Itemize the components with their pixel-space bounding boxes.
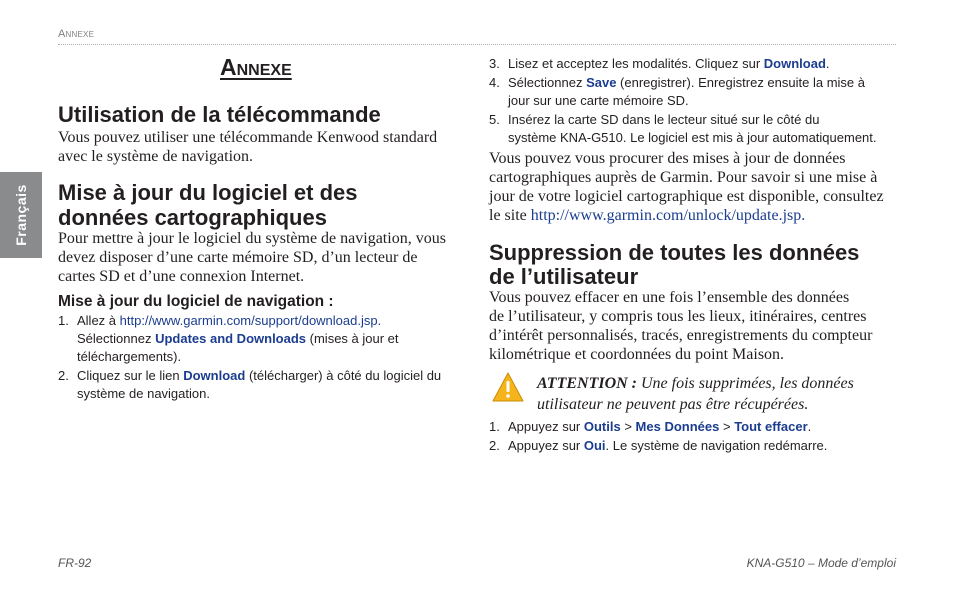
keyword-updates-downloads: Updates and Downloads xyxy=(155,331,307,346)
heading-software-update-line2: données cartographiques xyxy=(58,205,327,230)
step-text: (enregistrer). Enregistrez ensuite la mise à xyxy=(616,75,865,90)
list-item-step-2 xyxy=(58,367,468,403)
step-text: système de navigation. xyxy=(77,386,210,401)
keyword-mes-donnees: Mes Données xyxy=(635,419,720,434)
keyword-oui: Oui xyxy=(583,438,606,453)
step-number: 2. xyxy=(58,368,69,383)
heading-remote-control: Utilisation de la télécommande xyxy=(58,102,381,127)
step-number: 3. xyxy=(489,56,500,71)
language-tab xyxy=(0,172,42,258)
paragraph-delete-line2: de l’utilisateur, y compris tous les lieux, itinéraires, centres xyxy=(489,308,867,325)
attention-label: ATTENTION : xyxy=(537,375,637,392)
paragraph-map-update-line4 xyxy=(489,206,805,226)
step-text: (télécharger) à côté du logiciel du xyxy=(245,368,442,383)
step-text: . xyxy=(825,56,830,71)
keyword-tout-effacer: Tout effacer xyxy=(734,419,808,434)
subheading-software-update: Mise à jour du logiciel de navigation : xyxy=(58,293,334,310)
paragraph-delete-line4: kilométrique et coordonnées du point Maison. xyxy=(489,346,785,363)
heading-software-update-line1: Mise à jour du logiciel et des xyxy=(58,180,358,205)
step-text: Sélectionnez xyxy=(508,75,587,90)
step-text: . xyxy=(807,419,812,434)
paragraph-remote-line1: Vous pouvez utiliser une télécommande Kenwood standard xyxy=(58,129,438,146)
heading-delete-data-line2: de l’utilisateur xyxy=(489,264,639,289)
step-text: Cliquez sur le lien xyxy=(77,368,184,383)
paragraph-map-update-line2: cartographiques auprès de Garmin. Pour savoir si une mise à xyxy=(489,169,878,186)
step-number: 1. xyxy=(489,419,500,434)
step-number: 5. xyxy=(489,112,500,127)
download-link[interactable]: http://www.garmin.com/support/download.jsp. xyxy=(119,313,382,328)
list-item-delete-step-1 xyxy=(489,418,899,436)
step-text: Lisez et acceptez les modalités. Cliquez sur xyxy=(508,56,764,71)
list-item-step-1 xyxy=(58,312,468,366)
paragraph-map-update-line1: Vous pouvez vous procurer des mises à jour de données xyxy=(489,150,846,167)
paragraph-map-update-line3: jour de votre logiciel cartographique est disponible, consultez xyxy=(489,188,884,205)
step-separator: > xyxy=(620,419,636,434)
attention-text: Une fois supprimées, les données xyxy=(637,375,854,392)
paragraph-text: le site xyxy=(489,207,531,224)
section-title: Annexe xyxy=(220,54,292,80)
header-divider xyxy=(58,44,896,45)
step-text: téléchargements). xyxy=(77,349,182,364)
unlock-update-link[interactable]: http://www.garmin.com/unlock/update.jsp. xyxy=(530,207,806,224)
step-separator: > xyxy=(719,419,735,434)
paragraph-update-line3: cartes SD et d’une connexion Internet. xyxy=(58,268,305,285)
paragraph-update-line1: Pour mettre à jour le logiciel du système de navigation, vous xyxy=(58,230,446,247)
list-item-step-5 xyxy=(489,111,909,147)
step-text: système KNA-G510. Le logiciel est mis à jour automatiquement. xyxy=(508,130,877,145)
language-tab-label: Français xyxy=(13,184,29,246)
paragraph-update-line2: devez disposer d’une carte mémoire SD, d’un lecteur de xyxy=(58,249,418,266)
keyword-download: Download xyxy=(183,368,246,383)
heading-delete-data-line1: Suppression de toutes les données xyxy=(489,240,860,265)
step-text: jour sur une carte mémoire SD. xyxy=(508,93,689,108)
list-item-step-3 xyxy=(489,55,899,73)
list-item-delete-step-2 xyxy=(489,437,899,455)
paragraph-delete-line3: d’intérêt personnalisés, tracés, enregistrements du compteur xyxy=(489,327,873,344)
step-number: 4. xyxy=(489,75,500,90)
manual-title: KNA-G510 – Mode d’emploi xyxy=(746,556,896,570)
step-text: Appuyez sur xyxy=(508,438,584,453)
paragraph-remote-line2: avec le système de navigation. xyxy=(58,148,254,165)
step-number: 2. xyxy=(489,438,500,453)
step-text: . Le système de navigation redémarre. xyxy=(605,438,828,453)
paragraph-delete-line1: Vous pouvez effacer en une fois l’ensemble des données xyxy=(489,289,850,306)
step-text: Allez à xyxy=(77,313,120,328)
keyword-outils: Outils xyxy=(583,419,621,434)
step-number: 1. xyxy=(58,313,69,328)
attention-text: utilisateur ne peuvent pas être récupérées. xyxy=(537,396,809,413)
list-item-step-4 xyxy=(489,74,899,110)
keyword-download: Download xyxy=(763,56,826,71)
warning-triangle-icon xyxy=(491,371,525,403)
step-text: Appuyez sur xyxy=(508,419,584,434)
attention-note xyxy=(537,373,897,415)
running-header: Annexe xyxy=(58,28,95,40)
keyword-save: Save xyxy=(586,75,617,90)
step-text: Sélectionnez xyxy=(77,331,156,346)
step-text: Insérez la carte SD dans le lecteur situé sur le côté du xyxy=(508,112,820,127)
step-text: (mises à jour et xyxy=(306,331,399,346)
page-number: FR-92 xyxy=(58,556,92,570)
